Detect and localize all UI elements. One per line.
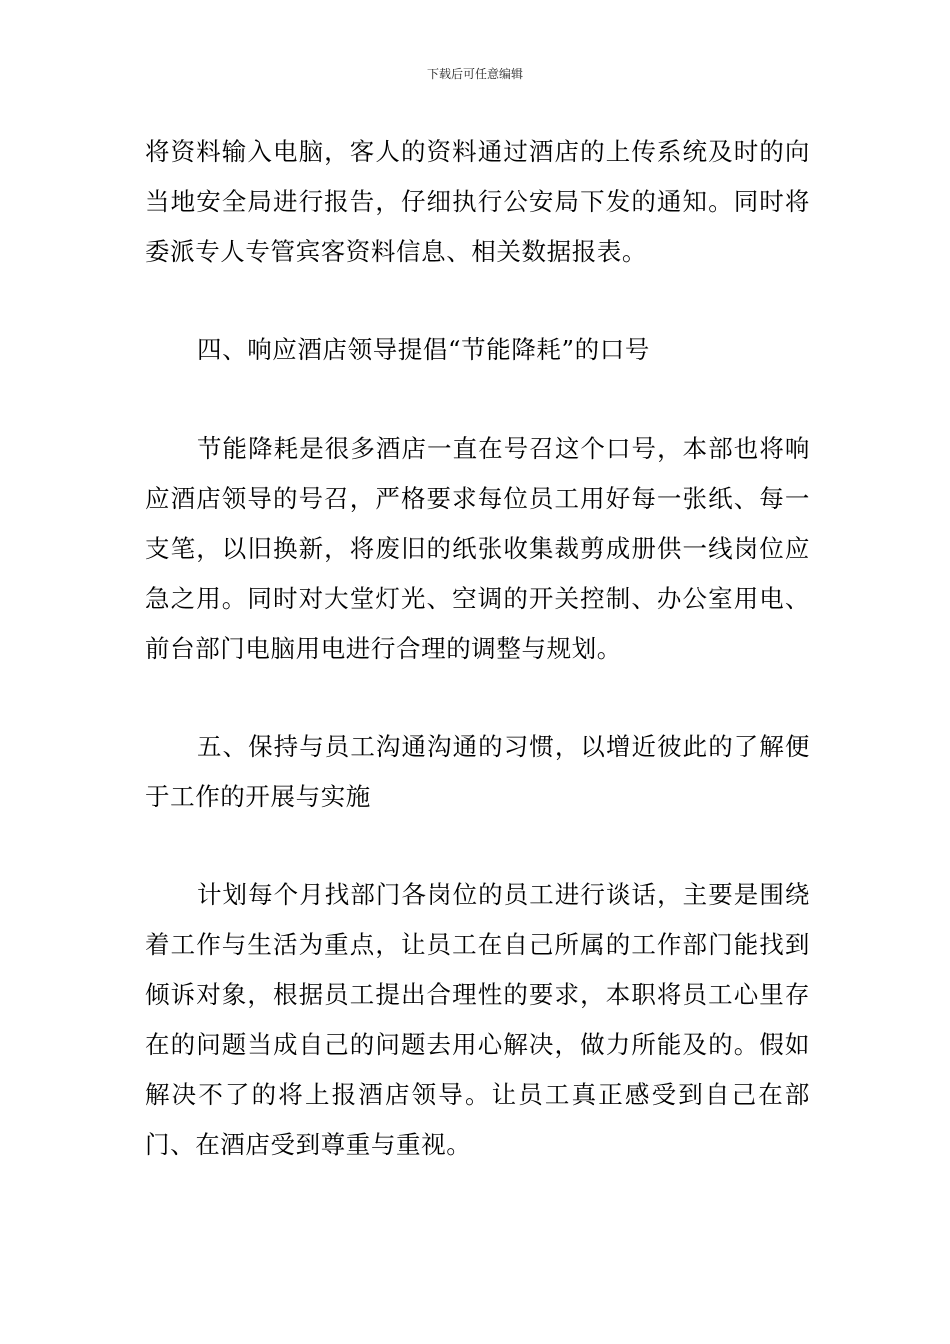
heading-text: 五、保持与员工沟通沟通的习惯，以增近彼此的了解便于工作的开展与实施 [145,732,810,811]
section-heading-4 [145,325,810,375]
paragraph-text: 将资料输入电脑，客人的资料通过酒店的上传系统及时的向当地安全局进行报告，仔细执行公安局下发的通知。同时将委派专人专管宾客资料信息、相关数据报表。 [145,137,810,266]
section-heading-5 [145,722,810,822]
heading-text: 四、响应酒店领导提倡“节能降耗”的口号 [197,335,650,364]
paragraph-text: 计划每个月找部门各岗位的员工进行谈话，主要是围绕着工作与生活为重点，让员工在自己所属的工作部门能找到倾诉对象，根据员工提出合理性的要求，本职将员工心里存在的问题当成自己的问题去用心解决，做力所能及的。假如解决不了的将上报酒店领导。让员工真正感受到自己在部门、在酒店受到尊重与重视。 [145,880,810,1159]
body-paragraph-2 [145,424,810,674]
body-paragraph-3 [145,870,810,1170]
body-paragraph-1 [145,127,810,277]
paragraph-text: 节能降耗是很多酒店一直在号召这个口号，本部也将响应酒店领导的号召，严格要求每位员工用好每一张纸、每一支笔，以旧换新，将废旧的纸张收集裁剪成册供一线岗位应急之用。同时对大堂灯光、空调的开关控制、办公室用电、前台部门电脑用电进行合理的调整与规划。 [145,434,810,663]
page-header: 下载后可任意编辑 [426,67,523,81]
